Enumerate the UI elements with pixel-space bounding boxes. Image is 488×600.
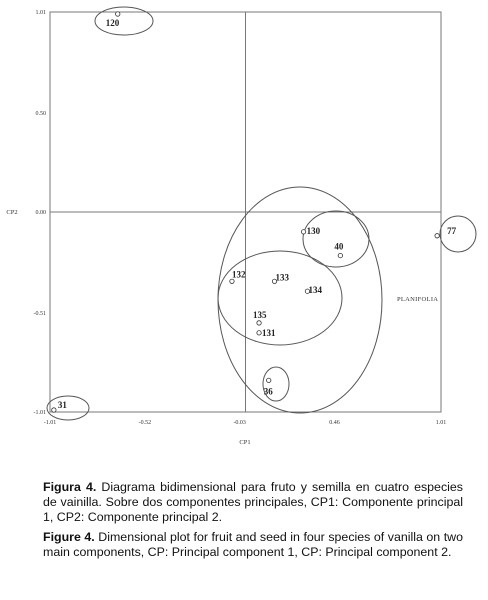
caption-spanish-text: Diagrama bidimensional para fruto y semilla en cuatro especies de vainilla. Sobre dos componentes principales, CP1: Componente principal 1, CP2: Componente principal 2. [43,480,463,524]
caption-english-label: Figure 4. [43,530,95,544]
y-tick-label: 1.01 [35,10,46,16]
x-tick-label: -1.01 [43,420,57,426]
point-label-40: 40 [334,241,344,252]
caption-english-text: Dimensional plot for fruit and seed in four species of vanilla on two main components, CP: Principal component 1, CP: Principal component 2. [43,530,464,559]
group-label-planifolia: PLANIFOLIA [397,296,439,303]
ellipse-77 [440,216,476,252]
axis-ticks [34,10,447,426]
point-label-132: 132 [231,269,246,280]
point-120 [116,12,120,16]
y-tick-label: 0.50 [35,110,46,117]
point-label-31: 31 [57,400,67,411]
x-tick-label: -0.52 [138,420,152,426]
point-label-131: 131 [262,327,276,338]
x-tick-label: 1.01 [435,420,447,426]
point-36 [267,378,271,382]
cluster-ellipses [47,7,476,420]
caption-spanish [43,480,463,525]
point-135 [257,321,261,325]
point-40 [338,253,342,257]
point-label-135: 135 [253,309,267,320]
point-31 [52,408,56,412]
x-tick-label: -0.03 [233,420,246,426]
caption-spanish-label: Figura 4. [43,480,97,494]
x-tick-label: 0.46 [329,420,340,426]
point-label-36: 36 [263,386,273,397]
point-label-134: 134 [308,285,322,296]
point-77 [435,234,439,238]
point-label-130: 130 [306,225,321,236]
ellipse-120 [95,7,153,35]
point-label-120: 120 [105,17,120,28]
point-131 [257,331,261,335]
point-label-77: 77 [447,225,457,236]
caption-english [43,530,463,560]
point-label-133: 133 [275,272,290,283]
point-132 [230,279,234,283]
x-axis-label: CP1 [239,439,251,446]
y-tick-label: -0.51 [33,310,46,317]
y-tick-label: -1.01 [33,410,46,416]
y-axis-label: CP2 [6,209,18,216]
plot-frame [50,12,441,412]
y-tick-label: 0.00 [35,210,46,216]
ellipse-planifolia [218,187,382,413]
point-130 [301,230,305,234]
